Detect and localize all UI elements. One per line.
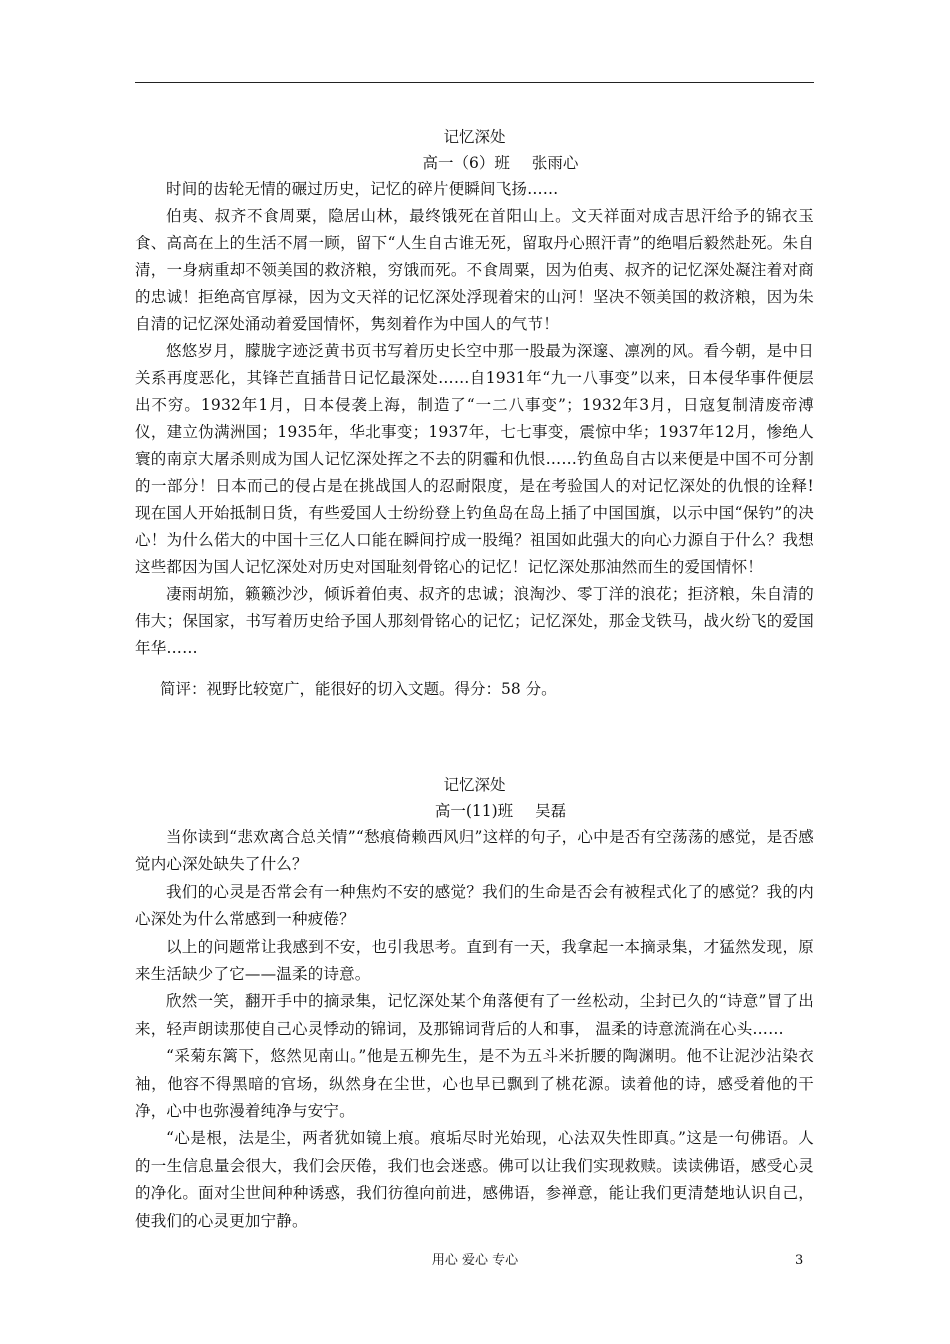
teacher-comment: 简评：视野比较宽广，能很好的切入文题。得分：58 分。 [160,680,557,698]
author-name: 张雨心 [531,154,579,172]
essay-byline [135,150,814,176]
essay-paragraph: 我们的心灵是否常会有一种焦灼不安的感觉？我们的生命是否会有被程式化了的感觉？我的内心深处为什么常感到一种疲倦？ [135,882,814,929]
essay-paragraph: 以上的问题常让我感到不安，也引我思考。直到有一天，我拿起一本摘录集，才猛然发现，原来生活缺少了它——温柔的诗意。 [135,937,814,984]
class-label: 高一(11)班 [434,802,514,820]
author-name: 吴磊 [535,802,567,820]
essay-paragraph: “心是根，法是尘，两者犹如镜上痕。痕垢尽时光始现，心法双失性即真。”这是一句佛语。人的一生信息量会很大，我们会厌倦，我们也会迷惑。佛可以让我们实现救赎。读读佛语，感受心灵的净化。面对尘世间种种诱惑，我们彷徨向前进，感佛语，参禅意，能让我们更清楚地认识自己，使我们的心灵更加宁静。 [135,1129,814,1230]
header-rule [135,82,814,83]
footer-text: 用心 爱心 专心 [431,1253,519,1268]
class-label: 高一（6）班 [422,154,510,172]
essay-title: 记忆深处 [443,776,506,794]
essay-byline [135,798,814,824]
essay-2 [135,772,814,1235]
essay-1 [135,124,814,662]
essay-paragraph: 时间的齿轮无情的碾过历史，记忆的碎片便瞬间飞扬…… [166,180,559,198]
essay-paragraph: “采菊东篱下，悠然见南山。”他是五柳先生，是不为五斗米折腰的陶渊明。他不让泥沙沾染衣袖，他容不得黑暗的官场，纵然身在尘世，心也早已飘到了桃花源。读着他的诗，感受着他的干净，心中也弥漫着纯净与安宁。 [135,1047,814,1121]
essay-paragraph: 当你读到“悲欢离合总关情”“愁痕倚赖西风归”这样的句子，心中是否有空荡荡的感觉，是否感觉内心深处缺失了什么？ [135,828,814,874]
essay-paragraph: 伯夷、叔齐不食周粟，隐居山林，最终饿死在首阳山上。文天祥面对成吉思汗给予的锦衣玉食、高高在上的生活不屑一顾，留下“人生自古谁无死，留取丹心照汗青”的绝唱后毅然赴死。朱自清，一身病重却不领美国的救济粮，穷饿而死。不食周粟，因为伯夷、叔齐的记忆深处凝注着对商的忠诚！拒绝高官厚禄，因为文天祥的记忆深处浮现着宋的山河！坚决不领美国的救济粮，因为朱自清的记忆深处涌动着爱国情怀，隽刻着作为中国人的气节！ [135,207,814,333]
page-number: 3 [795,1253,804,1268]
essay-title: 记忆深处 [443,128,506,146]
essay-paragraph: 悠悠岁月，朦胧字迹泛黄书页书写着历史长空中那一股最为深邃、凛冽的风。看今朝，是中日关系再度恶化，其锋芒直插昔日记忆最深处……自1931年“九一八事变”以来，日本侵华事件便层出不穷。1932年1月，日本侵袭上海，制造了“一二八事变”；1932年3月，日寇复制清废帝溥仪，建立伪满洲国；1935年，华北事变；1937年，七七事变，震惊中华；1937年12月，惨绝人寰的南京大屠杀则成为国人记忆深处挥之不去的阴霾和仇恨……钓鱼岛自古以来便是中国不可分割的一部分！日本而己的侵占是在挑战国人的忍耐限度，是在考验国人的对记忆深处的仇恨的诠释!现在国人开始抵制日货，有些爱国人士纷纷登上钓鱼岛在岛上插了中国国旗，以示中国“保钓”的决心！为什么偌大的中国十三亿人口能在瞬间拧成一股绳？祖国如此强大的向心力源自于什么？我想这些都因为国人记忆深处对历史对国耻刻骨铭心的记忆！记忆深处那油然而生的爱国情怀！ [135,342,814,576]
essay-paragraph: 欣然一笑，翻开手中的摘录集，记忆深处某个角落便有了一丝松动，尘封已久的“诗意”冒了出来，轻声朗读那使自己心灵悸动的锦词，及那锦词背后的人和事， 温柔的诗意流淌在心头…… [135,992,814,1038]
essay-paragraph: 凄雨胡笳，籁籁沙沙，倾诉着伯夷、叔齐的忠诚；浪淘沙、零丁洋的浪花；拒济粮，朱自清的伟大；保国家，书写着历史给予国人那刻骨铭心的记忆；记忆深处，那金戈铁马，战火纷飞的爱国年华…… [135,585,814,657]
